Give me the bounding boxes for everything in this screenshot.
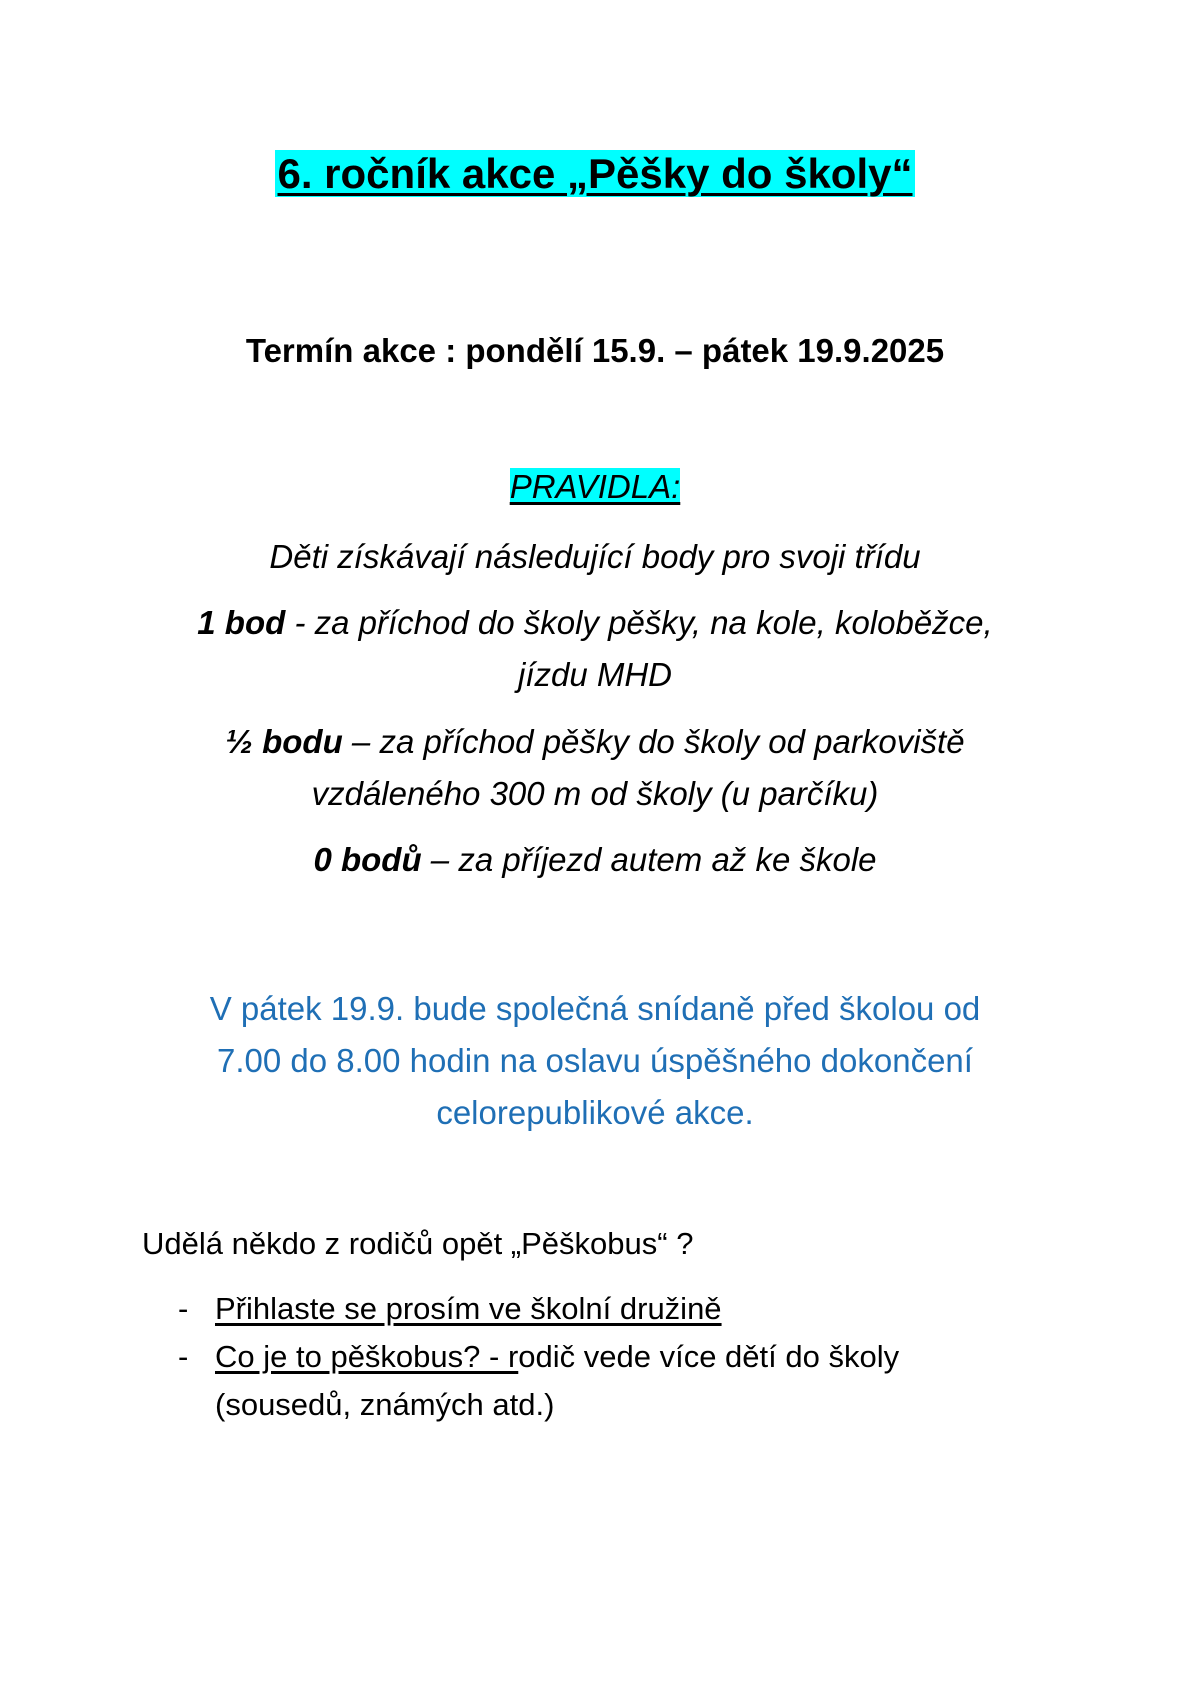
bullet-dash-2: - (178, 1339, 189, 1374)
rule-1-line2: jízdu MHD (517, 656, 673, 693)
bullet-dash-1: - (178, 1291, 189, 1326)
rule-1-line1 (0, 596, 1190, 649)
breakfast-line-2: 7.00 do 8.00 hodin na oslavu úspěšného dokončení (217, 1042, 973, 1079)
bullet-item-2-line2: (sousedů, známých atd.) (215, 1387, 555, 1422)
breakfast-line-3: celorepublikové akce. (436, 1094, 754, 1131)
bullet-item-1 (215, 1286, 722, 1332)
rule-2-text: – za příchod pěšky do školy od parkoviště (342, 723, 965, 760)
event-dates: Termín akce : pondělí 15.9. – pátek 19.9.2025 (245, 332, 945, 369)
rule-1-text: - za příchod do školy pěšky, na kole, koloběžce, (285, 604, 993, 641)
rule-3-text: – za příjezd autem až ke škole (421, 841, 877, 878)
rule-3-line1 (0, 833, 1190, 886)
rule-1-points: 1 bod (197, 604, 286, 641)
rule-2-line2: vzdáleného 300 m od školy (u parčíku) (311, 775, 879, 812)
document-title (0, 144, 1190, 204)
bullet-item-2 (215, 1334, 899, 1380)
peskobus-question: Udělá někdo z rodičů opět „Pěškobus“ ? (142, 1226, 694, 1261)
rules-heading (0, 464, 1190, 510)
bullet-item-2-underlined: Co je to pěškobus? - r (215, 1339, 519, 1374)
rule-2-points: ½ bodu (225, 723, 343, 760)
breakfast-line-1: V pátek 19.9. bude společná snídaně před školou od (209, 990, 981, 1027)
rule-2-line1 (0, 715, 1190, 768)
rules-heading-text: PRAVIDLA: (509, 468, 681, 505)
bullet-item-1-text: Přihlaste se prosím ve školní družině (215, 1291, 722, 1326)
bullet-item-2-rest: odič vede více dětí do školy (518, 1339, 900, 1374)
rules-intro: Děti získávají následující body pro svoji třídu (269, 538, 921, 575)
rule-3-points: 0 bodů (313, 841, 422, 878)
title-text: 6. ročník akce „Pěšky do školy“ (277, 150, 913, 197)
